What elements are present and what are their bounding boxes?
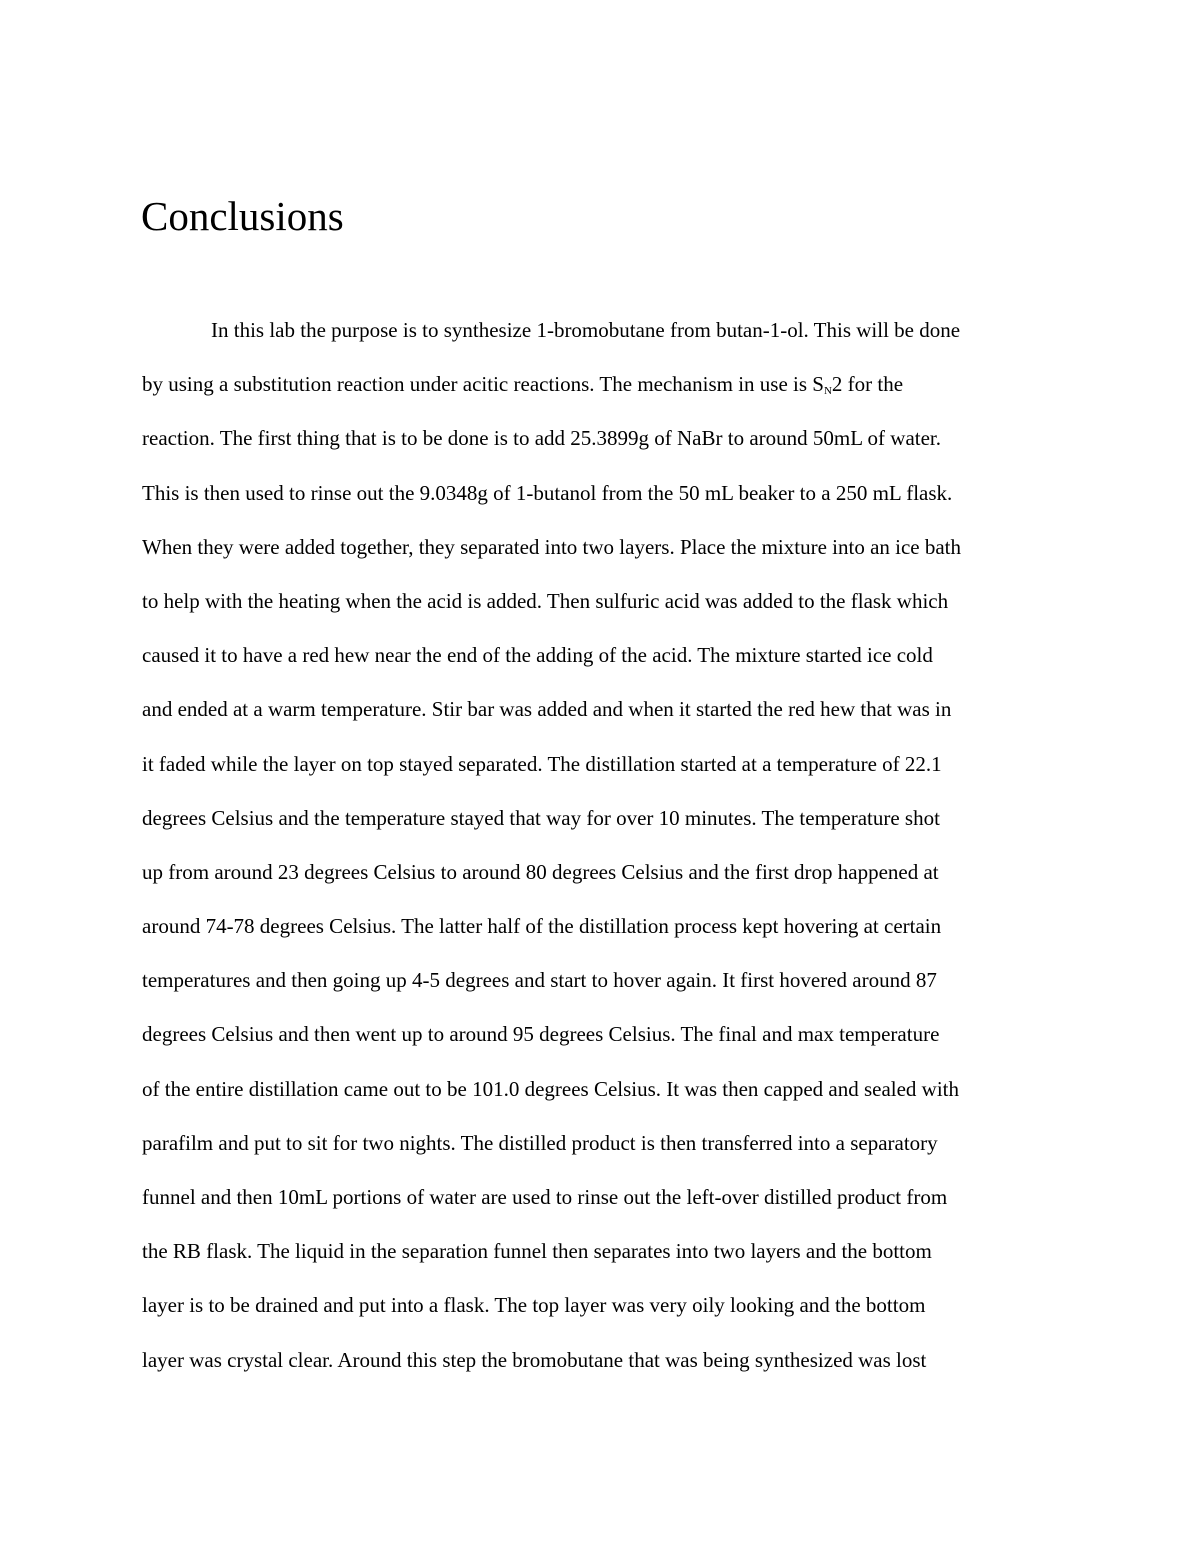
text-line: the RB flask. The liquid in the separation funnel then separates into two layers and the bottom: [142, 1239, 932, 1264]
page-title: Conclusions: [141, 193, 344, 239]
text-line: up from around 23 degrees Celsius to around 80 degrees Celsius and the first drop happened at: [142, 859, 939, 884]
text-line: [142, 357, 1072, 411]
text-line: temperatures and then going up 4-5 degrees and start to hover again. It first hovered around 87: [142, 968, 937, 993]
text-line: of the entire distillation came out to be 101.0 degrees Celsius. It was then capped and sealed with: [142, 1076, 960, 1101]
text-line: funnel and then 10mL portions of water are used to rinse out the left-over distilled product from: [142, 1185, 948, 1209]
text-segment: by using a substitution reaction under acitic reactions. The mechanism in use is S: [142, 372, 824, 397]
text-line: reaction. The first thing that is to be done is to add 25.3899g of NaBr to around 50mL of water.: [142, 426, 942, 451]
text-line: parafilm and put to sit for two nights. The distilled product is then transferred into a separatory: [142, 1130, 938, 1155]
body-paragraph: [142, 303, 1072, 1387]
text-line: degrees Celsius and the temperature stayed that way for over 10 minutes. The temperature shot: [142, 805, 940, 830]
text-line: In this lab the purpose is to synthesize 1-bromobutane from butan-1-ol. This will be done: [211, 318, 961, 342]
text-line: degrees Celsius and then went up to around 95 degrees Celsius. The final and max temperature: [142, 1022, 940, 1047]
text-segment: 2 for the: [831, 372, 904, 397]
text-line: When they were added together, they separated into two layers. Place the mixture into an ice bath: [142, 534, 962, 559]
mechanism-subscript: N: [823, 385, 832, 398]
text-line: This is then used to rinse out the 9.0348g of 1-butanol from the 50 mL beaker to a 250 mL flask.: [142, 480, 953, 505]
text-line: layer is to be drained and put into a flask. The top layer was very oily looking and the bottom: [142, 1293, 926, 1318]
text-line: caused it to have a red hew near the end of the adding of the acid. The mixture started ice cold: [142, 643, 933, 668]
text-line: around 74-78 degrees Celsius. The latter half of the distillation process kept hovering at certain: [142, 914, 942, 939]
text-line: to help with the heating when the acid is added. Then sulfuric acid was added to the flask which: [142, 588, 949, 613]
text-line: it faded while the layer on top stayed separated. The distillation started at a temperature of 22.1: [142, 751, 942, 776]
text-line: and ended at a warm temperature. Stir bar was added and when it started the red hew that was in: [142, 697, 952, 722]
text-line: layer was crystal clear. Around this step the bromobutane that was being synthesized was lost: [142, 1347, 927, 1372]
